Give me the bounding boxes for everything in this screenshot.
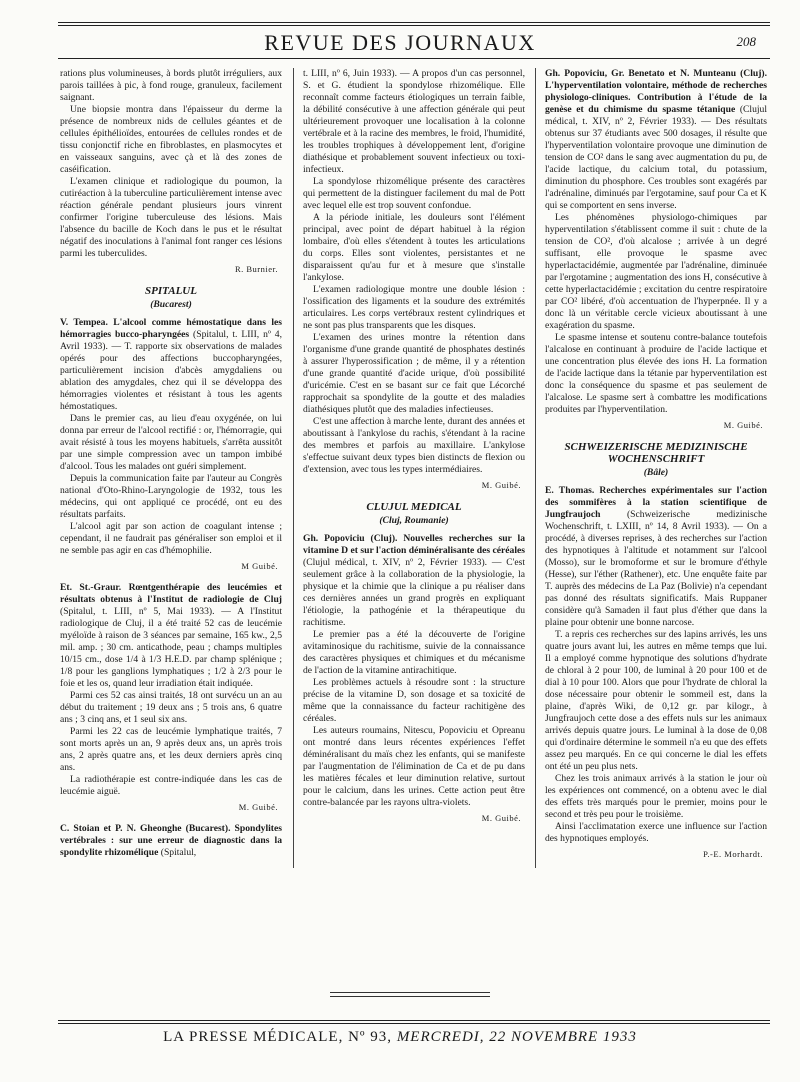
section-heading: CLUJUL MEDICAL <box>366 501 462 513</box>
paragraph: Chez les trois animaux arrivés à la station le jour où les expériences ont commencé, on a obtenu avec le dial des effets très marqués pour le premier, moins pour le second et très peu pour le troisième. <box>545 773 767 820</box>
column-divider <box>535 68 536 868</box>
paragraph: rations plus volumineuses, à bords plutôt irréguliers, aux parois taillées à pic, à fond rouge, granuleux, facilement saignant. <box>60 68 282 103</box>
journal-name: LA PRESSE MÉDICALE, Nº 93, <box>163 1029 393 1045</box>
end-rule <box>330 996 490 997</box>
page-number: 208 <box>736 34 756 49</box>
paragraph: Le premier pas a été la découverte de l'origine avitaminosique du rachitisme, suivie de la connaissance des caractères physiques et chimiques et du mécanisme de l'action de la vitamine antirachitique. <box>303 629 525 676</box>
author-signature: M. Guibé. <box>481 813 521 823</box>
paragraph: L'alcool agit par son action de coagulant intense ; cependant, il ne faudrait pas généraliser son emploi et il ne semble pas agir en cas d'hémophilie. <box>60 521 282 556</box>
paragraph: La spondylose rhizomélique présente des caractères qui permettent de la distinguer facilement du mal de Pott avec lequel elle est trop souvent confondue. <box>303 176 525 211</box>
paragraph: Parmi les 22 cas de leucémie lymphatique traités, 7 sont morts après un an, 9 après deux ans, un après trois ans, 2 après quatre ans, et les deux derniers après cinq ans. <box>60 726 282 773</box>
article-body: (Spitalul, <box>160 847 197 858</box>
article-body: (Clujul médical, t. XIV, nº 2, Février 1933). — C'est seulement grâce à la collaboration de la physiologie, la physique et la chimie que la clinique a pu réaliser dans ces dernières années un grand progrès en expliquant l'étiologie, la pathogénie et la thérapeutique du rachitisme. <box>303 557 525 628</box>
article-heading: E. Thomas. Recherches expérimentales sur l'action des sommifères à la station scientifique de Jungfraujoch <box>545 485 767 520</box>
article-body: (Schweizerische medizinische Wochenschrift, t. LXIII, nº 14, 8 Avril 1933). — On a procédé, à diverses reprises, à des recherches sur l'action des hypnotiques à l'altitude et notamment sur l'alcool (Mosso), sur le bromoforme et sur le bromure d'éthyle (Hesse), sur l'éther (Rathener), etc. Une enquête faite par T. auprès des médecins de La Paz (Bolivie) n'a cependant pas donné des résultats significatifs. Mais Ruppaner considère qu'à Samaden il faut plus d'éther que dans la plaine pour obtenir une bonne narcose. <box>545 509 767 628</box>
page-title: REVUE DES JOURNAUX <box>264 30 536 55</box>
article-body: (Spitalul, t. LIII, nº 5, Mai 1933). — A l'Institut radiologique de Cluj, il a été traité 52 cas de leucémie myéloïde à raison de 3 séances par semaine, 165 kw., 2,5 mil. amp. ; 30 cm. anticathode, peau ; champs multiples 10/15 cm., dose 1/4 à 1/3 H.E.D. par champ splénique ; 1/8 pour les ganglions lymphatiques ; 1/2 à 2/3 pour le foie et les os, quand leur irradiation était indiquée. <box>60 606 282 689</box>
footer-line <box>0 1029 800 1046</box>
paragraph: Le spasme intense et soutenu contre-balance toutefois l'alcalose en continuant à produire de l'acide lactique et une concentration plus élevée des ions H. La formation de l'acide lactique dans la tétanie par hyperventilation est donc la conséquence du spasme et pas seulement de l'alcalose. Le spasme sert à combattre les modifications produites par l'hyperventilation. <box>545 332 767 415</box>
article-heading: V. Tempea. L'alcool comme hémostatique dans les hémorragies bucco-pharyngées <box>60 317 282 340</box>
article-heading: Gh. Popoviciu (Cluj). Nouvelles recherches sur la vitamine D et sur l'action déminéralisante des céréales <box>303 533 525 556</box>
paragraph: Les auteurs roumains, Nitescu, Popoviciu et Opreanu ont montré dans leurs récentes expériences l'effet déminéralisant du maïs chez les enfants, qui se manifeste par l'augmentation de l'élimination de Ca et de pu dans les matières fécales et leur diminution relative, surtout pour le calcium, dans les urines. Cette action peut être contre-balancée par les rayons ultra-violets. <box>303 725 525 808</box>
paragraph: L'examen clinique et radiologique du poumon, la cutiréaction à la tuberculine particulièrement intense avec réaction générale pendant plusieurs jours vinrent confirmer l'origine tuberculeuse des lésions. Mais l'absence du bacille de Koch dans le pus et le résultat négatif des inoculations à l'animal font ranger ces lésions parmi les tuberculides. <box>60 176 282 259</box>
end-rule <box>330 992 490 993</box>
column-divider <box>293 68 294 868</box>
paragraph: Une biopsie montra dans l'épaisseur du derme la présence de nombreux nids de cellules géantes et de cellules épithélioïdes, entourées de cellules rondes et de tissu conjonctif riche en fibroblastes, en plasmocytes et en vaisseaux sanguins, avec çà et là des zones de caséification. <box>60 104 282 175</box>
article-body: (Spitalul, t. LIII, nº 4, Avril 1933). — T. rapporte six observations de malades opérés pour des affections buccopharyngées, particulièrement incision d'abcès amygdaliens ou ablation des amygdales, chez qui il se développa des hémorragies violentes et résistant à tous les agents hémostatiques. <box>60 329 282 412</box>
paragraph: Depuis la communication faite par l'auteur au Congrès national d'Oto-Rhino-Laryngologie de 1932, tous les médecins, qui ont appliqué ce procédé, ont eu des résultats parfaits. <box>60 473 282 520</box>
paragraph: C'est une affection à marche lente, durant des années et aboutissant à l'ankylose du rachis, s'étendant à la racine des membres et parfois au maxillaire. L'ankylose s'effectue suivant deux types bien distincts de flexion ou d'extension, avec tous les types intermédiaires. <box>303 416 525 475</box>
top-rule <box>58 22 770 26</box>
paragraph: Ainsi l'acclimatation exerce une influence sur l'action des hypnotiques employés. <box>545 821 767 844</box>
header-rule <box>58 58 770 59</box>
article-heading: Et. St.-Graur. Rœntgenthérapie des leucémies et résultats obtenus à l'Institut de radiologie de Cluj <box>60 582 282 605</box>
column-2 <box>303 68 525 868</box>
paragraph: L'examen radiologique montre une double lésion : l'ossification des ligaments et la soudure des extrémités articulaires. Les corps vertébraux restent cylindriques et ne sont pas plus transparents que les disques. <box>303 284 525 331</box>
paragraph: Les problèmes actuels à résoudre sont : la structure précise de la vitamine D, son dosage et sa toxicité de même que la connaissance du facteur rachitigène des céréales. <box>303 677 525 724</box>
paragraph: t. LIII, nº 6, Juin 1933). — A propos d'un cas personnel, S. et G. étudient la spondylose rhizomélique. Elle reconnaît comme facteurs étiologiques un terrain faible, la débilité consécutive à une affection générale qui peut ultérieurement provoquer une localisation à la colonne vertébrale et à la racine des membres, le froid, l'humidité, les troubles trophiques à développement lent, d'origine diathésique et probablement souvent infectieux ou toxi-infectieux. <box>303 68 525 175</box>
paragraph: Parmi ces 52 cas ainsi traités, 18 ont survécu un an au début du traitement ; 19 deux ans ; 5 trois ans, 6 quatre ans ; 3 cinq ans, et 1 seul six ans. <box>60 690 282 725</box>
article-heading: Gh. Popoviciu, Gr. Benetato et N. Munteanu (Cluj). L'hyperventilation volontaire, méthode de recherches physiologo-cliniques. Contribution à l'étude de la genèse et du chimisme du spasme tétanique <box>545 68 767 115</box>
paragraph: A la période initiale, les douleurs sont l'élément principal, avec point de départ habituel à la région lombaire, d'où elles s'étendent à toutes les articulations du corps. Elles sont violentes, persistantes et ne disparaissent qu'au fur et à mesure que s'installe l'ankylose. <box>303 212 525 283</box>
section-city: (Cluj, Roumanie) <box>379 515 449 526</box>
author-signature: M. Guibé. <box>238 802 278 812</box>
footer-rule <box>58 1020 770 1024</box>
section-heading: SPITALUL <box>145 285 197 297</box>
author-signature: M Guibé. <box>241 561 278 571</box>
author-signature: M. Guibé. <box>723 420 763 430</box>
column-1 <box>60 68 282 868</box>
section-heading: SCHWEIZERISCHE MEDIZINISCHE WOCHENSCHRIFT <box>564 441 748 465</box>
paragraph: L'examen des urines montre la rétention dans l'organisme d'une grande quantité de phosphates destinés à assurer l'hyperossification ; de même, il y a rétention d'une grande quantité d'acide urique, d'où possibilité d'uricémie. C'est en se basant sur ce fait que Lécorché rapprochait sa spondylite de la goutte et des maladies diathésiques plutôt que des maladies infectieuses. <box>303 332 525 415</box>
issue-date: MERCREDI, 22 NOVEMBRE 1933 <box>396 1029 637 1045</box>
section-city: (Bâle) <box>643 467 669 478</box>
author-signature: M. Guibé. <box>481 480 521 490</box>
section-city: (Bucarest) <box>150 299 192 310</box>
author-signature: R. Burnier. <box>234 264 278 274</box>
author-signature: P.-E. Morhardt. <box>703 849 763 859</box>
paragraph: Dans le premier cas, au lieu d'eau oxygénée, on lui donna par erreur de l'alcool rectifié : or, l'hémorragie, qui avait résisté à tous les moyens habituels, s'arrêta aussitôt par une simple compression avec un tampon imbibé d'alcool. Tous les malades ont guéri simplement. <box>60 413 282 472</box>
paragraph: T. a repris ces recherches sur des lapins arrivés, les uns quatre jours avant lui, les autres en même temps que lui. Il a employé comme hypnotique des solutions d'hydrate de chloral à 2 pour 100, de luminal à 20 pour 100 et de dial à 10 pour 100. Alors que pour l'hydrate de chloral la dose nécessaire pour obtenir le sommeil est, dans la plaine, d'après Wiki, de 0,12 gr. par kilogr., à Jungfraujoch cette dose a des effets nuls sur les animaux arrivés depuis quatre jours. Le luminal à la dose de 0,08 qui d'ordinaire détermine le sommeil n'a eu que des effets assez peu marqués. En ce qui concerne le dial les effets ont été un peu plus nets. <box>545 629 767 772</box>
paragraph: La radiothérapie est contre-indiquée dans les cas de leucémie aiguë. <box>60 774 282 797</box>
article-body: (Clujul médical, t. XIV, nº 2, Février 1933). — Des résultats obtenus sur 37 étudiants avec 500 dosages, il résulte que l'hyperventilation volontaire provoque une diminution de tension de CO² dans le sang avec augmentation du pu, de l'acide lactique, du calcium total, du potassium, diminution du phosphore. Ces troubles sont exagérés par l'adrénaline, diminués par l'ergotamine, sauf pour Ca et K qui se comportent en sens inverse. <box>545 104 767 211</box>
article-heading: C. Stoian et P. N. Gheonghe (Bucarest). Spondylites vertébrales : sur une erreur de diagnostic dans la spondylite rhizomélique <box>60 823 282 858</box>
column-3 <box>545 68 767 868</box>
paragraph: Les phénomènes physiologo-chimiques par hyperventilation s'établissent comme il suit : chute de la tension de CO², d'où alcalose ; arrivée à un degré suffisant, elle provoque le spasme avec hyperlactacidémie, augmentée par l'adrénaline, diminuée par l'ergotamine ; augmentation des ions H, consécutive à cette hyperlactacidémie ; excitation du centre respiratoire par CO² libéré, d'où accentuation de l'hyperpnée. Il y a donc là un véritable cercle vicieux aboutissant à une exagération du spasme. <box>545 212 767 331</box>
